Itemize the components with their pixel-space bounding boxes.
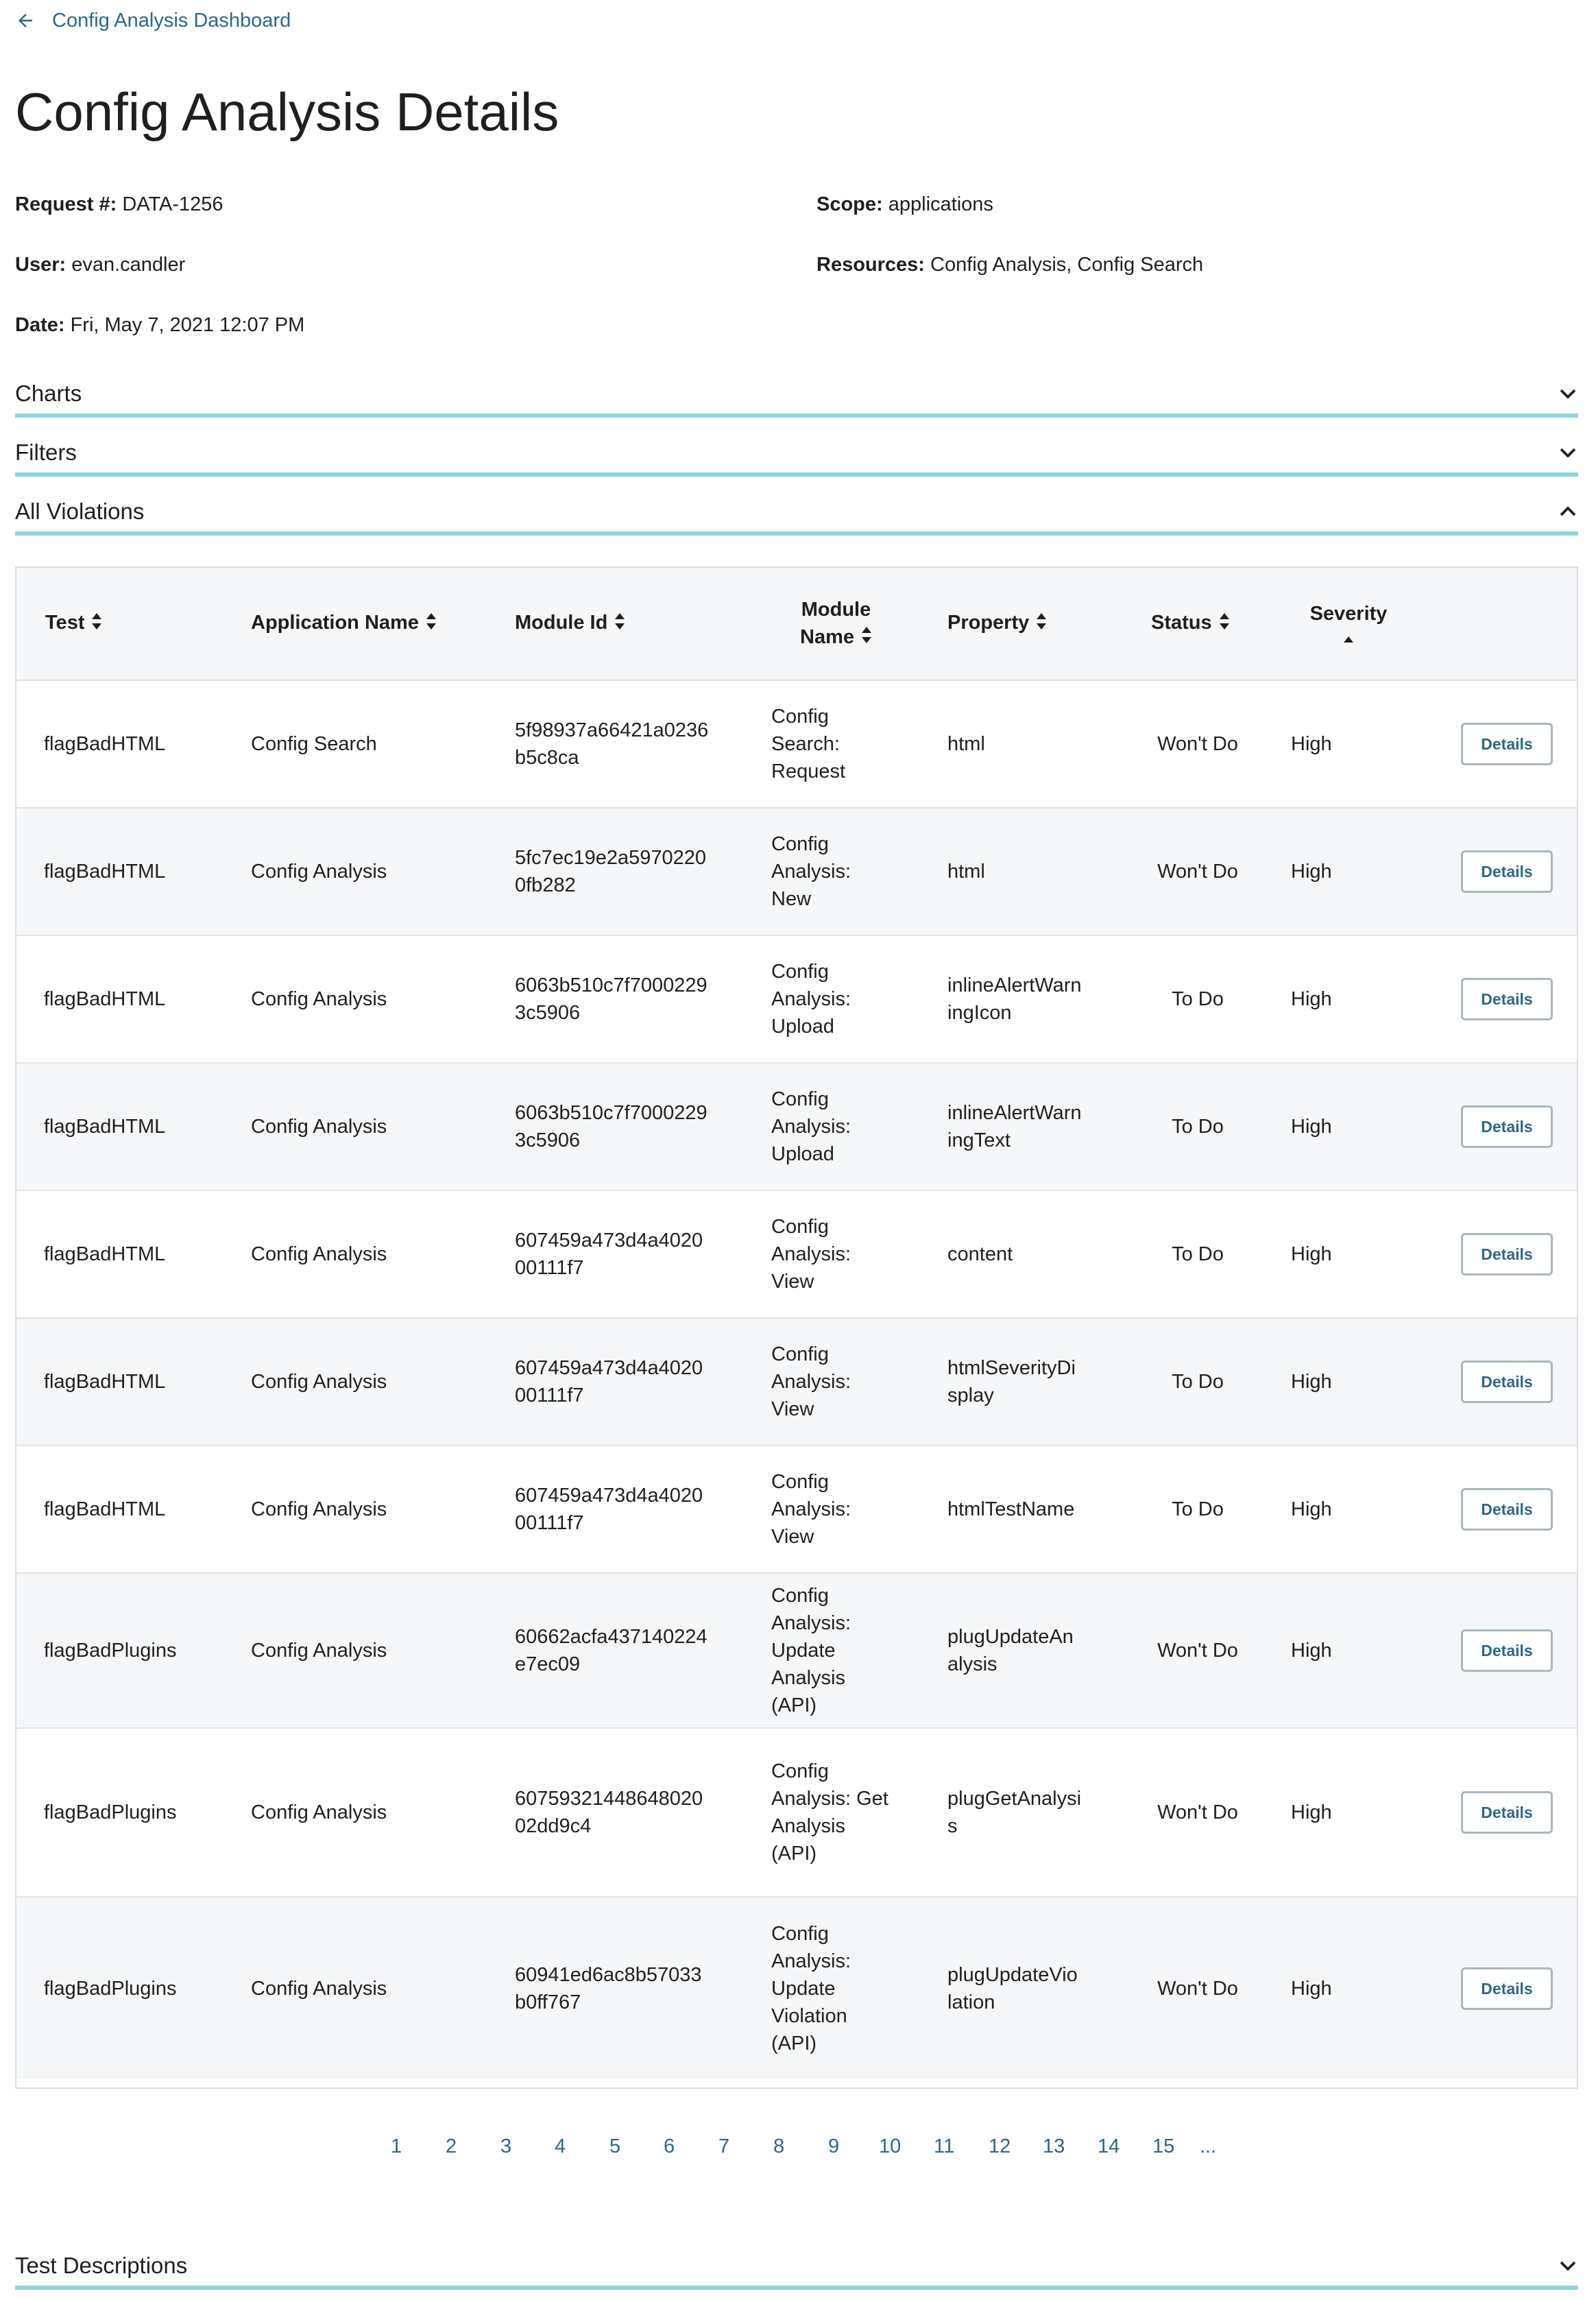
cell-status: To Do xyxy=(1172,1116,1224,1138)
sort-icon xyxy=(426,612,437,636)
cell-application-name: Config Analysis xyxy=(251,1498,387,1520)
cell-test: flagBadHTML xyxy=(44,1371,166,1393)
cell-test: flagBadHTML xyxy=(44,1243,166,1265)
cell-module-name xyxy=(749,680,923,808)
module-name-line: Update xyxy=(771,1640,836,1662)
details-button[interactable]: Details xyxy=(1461,850,1553,893)
charts-section-toggle[interactable] xyxy=(15,380,1578,407)
col-header-actions xyxy=(1427,568,1577,680)
page-link[interactable]: 13 xyxy=(1043,2135,1065,2157)
meta-resources-value: Config Analysis, Config Search xyxy=(930,254,1204,276)
module-id-line: 6063b510c7f7000229 xyxy=(515,974,708,996)
cell-status: To Do xyxy=(1172,988,1224,1010)
cell-property xyxy=(923,1190,1125,1318)
cell-module-name xyxy=(749,1190,923,1318)
module-id-line: e7ec09 xyxy=(515,1653,581,1675)
module-id-line: 00111f7 xyxy=(515,1385,584,1406)
table-row xyxy=(16,1318,1577,1446)
cell-module-name xyxy=(749,1446,923,1573)
cell-module-id xyxy=(489,808,749,935)
cell-severity: High xyxy=(1291,1640,1332,1662)
cell-module-id xyxy=(489,1728,749,1897)
property-line: html xyxy=(947,861,985,883)
module-name-line: Config xyxy=(771,1760,829,1782)
col-header-property-label: Property xyxy=(947,612,1030,634)
meta-user-value: evan.candler xyxy=(71,254,186,276)
module-name-line: Analysis: xyxy=(771,988,851,1010)
module-name-line: Update xyxy=(771,1977,836,2000)
cell-property xyxy=(923,680,1125,808)
module-name-line: View xyxy=(771,1271,814,1293)
cell-actions xyxy=(1427,935,1577,1063)
cell-module-id xyxy=(489,1190,749,1318)
page-link[interactable]: 3 xyxy=(500,2135,512,2157)
col-header-application-name-label: Application Name xyxy=(251,612,419,634)
module-id-line: 607459a473d4a4020 xyxy=(515,1485,703,1507)
sort-ascending-icon xyxy=(1343,627,1354,649)
cell-actions xyxy=(1427,1190,1577,1318)
table-row xyxy=(16,1728,1577,1897)
table-row xyxy=(16,1897,1577,2079)
cell-application-name: Config Search xyxy=(251,733,377,755)
module-id-line: 3c5906 xyxy=(515,1129,581,1151)
sort-icon xyxy=(91,612,102,636)
cell-test: flagBadHTML xyxy=(44,733,166,755)
col-header-module-name-line1: Module xyxy=(801,598,871,621)
cell-actions xyxy=(1427,1446,1577,1573)
cell-actions xyxy=(1427,1897,1577,2079)
cell-property xyxy=(923,935,1125,1063)
col-header-application-name[interactable] xyxy=(226,568,489,680)
meta-user-label: User: xyxy=(15,254,66,276)
violations-section-toggle[interactable] xyxy=(15,498,1578,525)
cell-property xyxy=(923,1573,1125,1728)
module-id-line: 5fc7ec19e2a5970220 xyxy=(515,847,706,869)
meta-scope xyxy=(817,191,993,218)
cell-property xyxy=(923,1897,1125,2079)
page-link[interactable]: 10 xyxy=(879,2135,902,2157)
module-name-line: Config xyxy=(771,1471,829,1493)
module-name-line: Config xyxy=(771,1922,829,1945)
module-name-line: Config xyxy=(771,1585,829,1607)
table-row xyxy=(16,1063,1577,1190)
cell-property xyxy=(923,808,1125,935)
meta-request-value: DATA-1256 xyxy=(122,193,223,215)
cell-test: flagBadPlugins xyxy=(44,1801,177,1823)
cell-severity: High xyxy=(1291,1116,1332,1138)
property-line: ingText xyxy=(947,1129,1011,1151)
module-id-line: b5c8ca xyxy=(515,747,579,769)
chevron-down-icon xyxy=(1558,2255,1578,2276)
module-name-line: Analysis: xyxy=(771,1243,851,1265)
col-header-test-label: Test xyxy=(45,612,85,634)
module-name-line: Config xyxy=(771,961,829,983)
charts-section-divider xyxy=(15,414,1578,418)
cell-module-name xyxy=(749,1728,923,1897)
cell-module-name xyxy=(749,935,923,1063)
module-id-line: 6063b510c7f7000229 xyxy=(515,1102,708,1124)
page-link[interactable]: 4 xyxy=(555,2135,566,2157)
module-name-line: Analysis xyxy=(771,1815,845,1837)
cell-severity: High xyxy=(1291,861,1332,883)
details-button[interactable]: Details xyxy=(1461,1105,1553,1148)
details-button[interactable]: Details xyxy=(1461,1791,1553,1834)
cell-status: Won't Do xyxy=(1157,1977,1238,2000)
table-row xyxy=(16,680,1577,808)
module-id-line: 607459a473d4a4020 xyxy=(515,1357,703,1379)
meta-date-value: Fri, May 7, 2021 12:07 PM xyxy=(70,314,305,336)
charts-section-label: Charts xyxy=(15,381,82,406)
cell-application-name: Config Analysis xyxy=(251,1116,387,1138)
details-button[interactable]: Details xyxy=(1461,1233,1553,1275)
sort-icon xyxy=(1036,612,1047,636)
property-line: htmlSeverityDi xyxy=(947,1357,1076,1379)
module-id-line: 60941ed6ac8b57033 xyxy=(515,1963,702,1986)
property-line: content xyxy=(947,1243,1013,1265)
property-line: ingIcon xyxy=(947,1002,1012,1024)
details-button[interactable]: Details xyxy=(1461,978,1553,1020)
cell-application-name: Config Analysis xyxy=(251,1640,387,1662)
cell-module-id xyxy=(489,680,749,808)
cell-application-name: Config Analysis xyxy=(251,1243,387,1265)
module-id-line: 60662acfa437140224 xyxy=(515,1626,708,1648)
module-name-line: Config xyxy=(771,833,829,855)
col-header-module-id-label: Module Id xyxy=(515,612,608,634)
table-header-row xyxy=(16,568,1577,680)
cell-status: Won't Do xyxy=(1157,1801,1238,1823)
module-name-line: (API) xyxy=(771,1843,817,1865)
module-id-line: 00111f7 xyxy=(515,1512,584,1534)
pagination-ellipsis[interactable]: ... xyxy=(1200,2135,1217,2157)
module-name-line: Analysis: Get xyxy=(771,1788,888,1810)
cell-module-id xyxy=(489,1446,749,1573)
details-button[interactable]: Details xyxy=(1461,1629,1553,1672)
meta-scope-value: applications xyxy=(888,193,993,215)
table-row xyxy=(16,1446,1577,1573)
cell-application-name: Config Analysis xyxy=(251,1801,387,1823)
col-header-module-id[interactable] xyxy=(489,568,749,680)
meta-date-label: Date: xyxy=(15,314,65,336)
module-name-line: Analysis: xyxy=(771,1116,851,1138)
module-name-line: View xyxy=(771,1398,814,1420)
violations-section-divider xyxy=(15,531,1578,536)
property-line: alysis xyxy=(947,1653,998,1675)
test-descriptions-section-toggle[interactable] xyxy=(15,2252,1578,2279)
filters-section-toggle[interactable] xyxy=(15,439,1578,466)
filters-section-label: Filters xyxy=(15,440,77,465)
test-descriptions-section-divider xyxy=(15,2286,1578,2290)
module-id-line: 0fb282 xyxy=(515,874,576,896)
page-link[interactable]: 6 xyxy=(664,2135,675,2157)
module-id-line: 5f98937a66421a0236 xyxy=(515,719,709,741)
property-line: plugUpdateVio xyxy=(947,1963,1078,1986)
module-name-line: Config xyxy=(771,706,829,728)
cell-property xyxy=(923,1728,1125,1897)
module-id-line: 02dd9c4 xyxy=(515,1815,592,1837)
cell-module-name xyxy=(749,808,923,935)
module-id-line: b0ff767 xyxy=(515,1991,581,2013)
cell-module-id xyxy=(489,935,749,1063)
cell-property xyxy=(923,1318,1125,1446)
col-header-module-name[interactable] xyxy=(749,568,923,680)
cell-actions xyxy=(1427,808,1577,935)
violations-section-label: All Violations xyxy=(15,499,145,524)
cell-actions xyxy=(1427,1318,1577,1446)
module-name-line: Violation xyxy=(771,2004,847,2027)
cell-status: To Do xyxy=(1172,1371,1224,1393)
meta-request-label: Request #: xyxy=(15,193,117,215)
page-link[interactable]: 9 xyxy=(828,2135,840,2157)
cell-test: flagBadPlugins xyxy=(44,1640,177,1662)
property-line: plugGetAnalysi xyxy=(947,1788,1082,1810)
meta-date xyxy=(15,311,304,339)
col-header-property[interactable] xyxy=(923,568,1125,680)
page-link[interactable]: 1 xyxy=(391,2135,402,2157)
property-line: lation xyxy=(947,1991,995,2013)
cell-test: flagBadHTML xyxy=(44,861,166,883)
page-link[interactable]: 14 xyxy=(1098,2135,1120,2157)
cell-status: To Do xyxy=(1172,1243,1224,1265)
cell-status: Won't Do xyxy=(1157,733,1238,755)
cell-module-name xyxy=(749,1318,923,1446)
sort-icon xyxy=(614,612,625,636)
property-line: html xyxy=(947,733,985,755)
property-line: plugUpdateAn xyxy=(947,1626,1074,1648)
violations-table xyxy=(15,566,1578,2089)
chevron-down-icon xyxy=(1558,383,1578,404)
property-line: inlineAlertWarn xyxy=(947,974,1082,996)
col-header-severity[interactable] xyxy=(1270,568,1427,680)
module-name-line: (API) xyxy=(771,2032,817,2055)
module-name-line: Config xyxy=(771,1343,829,1365)
table-row xyxy=(16,1190,1577,1318)
col-header-module-name-line2: Name xyxy=(800,625,854,648)
module-name-line: (API) xyxy=(771,1694,817,1716)
cell-severity: High xyxy=(1291,988,1332,1010)
cell-application-name: Config Analysis xyxy=(251,861,387,883)
property-line: htmlTestName xyxy=(947,1498,1075,1520)
sort-icon xyxy=(1219,612,1230,636)
arrow-left-icon xyxy=(15,10,36,31)
cell-actions xyxy=(1427,1573,1577,1728)
cell-module-id xyxy=(489,1318,749,1446)
module-name-line: Request xyxy=(771,760,846,782)
meta-request xyxy=(15,191,223,218)
cell-severity: High xyxy=(1291,1801,1332,1823)
page-link[interactable]: 5 xyxy=(609,2135,621,2157)
cell-property xyxy=(923,1446,1125,1573)
cell-test: flagBadHTML xyxy=(44,1498,166,1520)
page-link[interactable]: 7 xyxy=(718,2135,730,2157)
details-button[interactable]: Details xyxy=(1461,723,1553,765)
module-name-line: Analysis: xyxy=(771,861,851,883)
page-link[interactable]: 2 xyxy=(446,2135,457,2157)
chevron-up-icon xyxy=(1558,501,1578,522)
module-name-line: Analysis xyxy=(771,1667,845,1689)
cell-actions xyxy=(1427,1063,1577,1190)
cell-severity: High xyxy=(1291,1243,1332,1265)
page-link[interactable]: 15 xyxy=(1152,2135,1175,2157)
cell-module-id xyxy=(489,1063,749,1190)
module-name-line: New xyxy=(771,888,812,910)
meta-scope-label: Scope: xyxy=(817,193,883,215)
cell-status: Won't Do xyxy=(1157,861,1238,883)
table-row xyxy=(16,1573,1577,1728)
col-header-status[interactable] xyxy=(1125,568,1270,680)
module-name-line: Upload xyxy=(771,1016,834,1038)
cell-module-id xyxy=(489,1897,749,2079)
col-header-status-label: Status xyxy=(1151,612,1212,634)
cell-actions xyxy=(1427,1728,1577,1897)
cell-severity: High xyxy=(1291,1498,1332,1520)
cell-severity: High xyxy=(1291,1371,1332,1393)
module-name-line: Analysis: xyxy=(771,1612,851,1634)
meta-resources-label: Resources: xyxy=(817,254,925,276)
module-id-line: 00111f7 xyxy=(515,1257,584,1279)
pagination xyxy=(0,2131,1596,2161)
filters-section-divider xyxy=(15,472,1578,477)
meta-resources xyxy=(817,251,1203,278)
property-line: s xyxy=(947,1815,958,1837)
test-descriptions-section-label: Test Descriptions xyxy=(15,2253,188,2278)
back-link-label: Config Analysis Dashboard xyxy=(52,9,291,32)
cell-severity: High xyxy=(1291,733,1332,755)
property-line: inlineAlertWarn xyxy=(947,1102,1082,1124)
table-row xyxy=(16,935,1577,1063)
property-line: splay xyxy=(947,1385,994,1406)
cell-severity: High xyxy=(1291,1977,1332,2000)
cell-module-name xyxy=(749,1573,923,1728)
details-button[interactable]: Details xyxy=(1461,1488,1553,1531)
cell-module-name xyxy=(749,1063,923,1190)
module-name-line: View xyxy=(771,1526,814,1548)
col-header-severity-label: Severity xyxy=(1309,602,1388,625)
module-name-line: Analysis: xyxy=(771,1950,851,1972)
page-title: Config Analysis Details xyxy=(15,82,559,142)
cell-module-name xyxy=(749,1897,923,2079)
sort-icon xyxy=(861,624,872,651)
module-name-line: Analysis: xyxy=(771,1371,851,1393)
col-header-test[interactable] xyxy=(16,568,226,680)
meta-user xyxy=(15,251,185,278)
module-name-line: Search: xyxy=(771,733,840,755)
module-id-line: 607459a473d4a4020 xyxy=(515,1230,703,1251)
details-button[interactable]: Details xyxy=(1461,1967,1553,2010)
cell-status: To Do xyxy=(1172,1498,1224,1520)
details-button[interactable]: Details xyxy=(1461,1361,1553,1403)
cell-property xyxy=(923,1063,1125,1190)
module-name-line: Analysis: xyxy=(771,1498,851,1520)
cell-test: flagBadHTML xyxy=(44,988,166,1010)
cell-test: flagBadPlugins xyxy=(44,1977,177,2000)
module-name-line: Config xyxy=(771,1216,829,1238)
cell-test: flagBadHTML xyxy=(44,1116,166,1138)
module-id-line: 3c5906 xyxy=(515,1002,581,1024)
module-name-line: Upload xyxy=(771,1143,834,1165)
cell-application-name: Config Analysis xyxy=(251,1977,387,2000)
table-row xyxy=(16,808,1577,935)
module-name-line: Config xyxy=(771,1088,829,1110)
page-link[interactable]: 11 xyxy=(934,2135,955,2157)
cell-application-name: Config Analysis xyxy=(251,1371,387,1393)
back-to-dashboard-link[interactable] xyxy=(15,7,291,34)
cell-actions xyxy=(1427,680,1577,808)
cell-module-id xyxy=(489,1573,749,1728)
page-link[interactable]: 8 xyxy=(773,2135,785,2157)
module-id-line: 60759321448648020 xyxy=(515,1788,703,1810)
chevron-down-icon xyxy=(1558,442,1578,463)
cell-status: Won't Do xyxy=(1157,1640,1238,1662)
cell-application-name: Config Analysis xyxy=(251,988,387,1010)
page-link[interactable]: 12 xyxy=(989,2135,1011,2157)
